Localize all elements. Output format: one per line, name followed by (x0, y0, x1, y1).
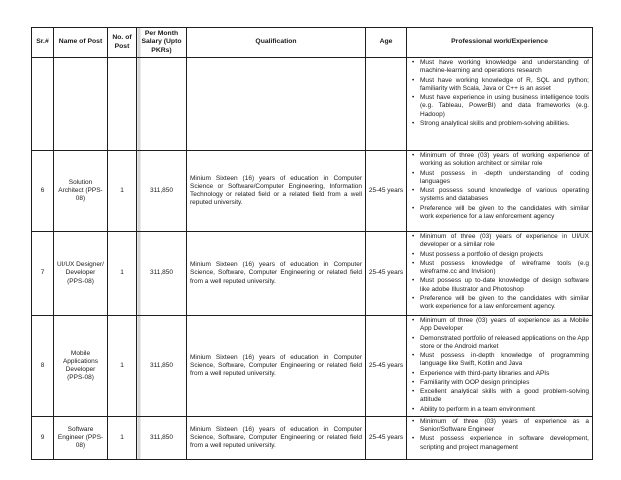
bullet-marker: • (412, 94, 415, 101)
bullet-item (410, 77, 589, 94)
bullet-item (410, 277, 589, 294)
header-name-of-post: Name of Post (54, 28, 108, 58)
bullet-item (410, 170, 589, 187)
bullet-text: Familiarity with OOP design principles (420, 378, 530, 386)
table-row (32, 151, 593, 232)
bullet-text: Minimum of three (03) years of experience as a Mobile App Developer (420, 317, 589, 333)
cell-age (366, 58, 407, 151)
bullet-text: Ability to perform in a team environment (420, 405, 535, 413)
bullet-marker: • (412, 76, 415, 84)
bullet-marker: • (412, 378, 415, 386)
bullet-marker: • (412, 369, 415, 377)
cell-name: Software Engineer (PPS-08) (54, 416, 108, 459)
bullet-item (410, 205, 589, 222)
bullet-item (410, 317, 589, 334)
cell-qualification: Minium Sixteen (16) years of education in Computer Science or Software/Computer Engineering, Information Technology or related field or a related field from a well reputed university. (187, 151, 366, 232)
bullet-marker: • (412, 317, 415, 324)
bullet-marker: • (412, 119, 415, 127)
header-experience: Professional work/Experience (407, 28, 593, 58)
cell-qualification: Minium Sixteen (16) years of education in Computer Science, Software, Computer Engineering or related field from a well reputed university. (187, 232, 366, 316)
table-row (32, 316, 593, 417)
bullet-item (410, 233, 589, 250)
bullet-text: Must have working knowledge and understanding of machine-learning and operations research (420, 59, 589, 75)
header-sr: Sr.# (32, 28, 54, 58)
bullet-text: Must possess experience in software development, scripting and project management (420, 435, 589, 451)
bullet-text: Must possess a portfolio of design projects (420, 250, 543, 258)
bullet-item (410, 379, 589, 387)
bullet-item (410, 435, 589, 452)
bullet-marker: • (412, 250, 415, 258)
table-row (32, 232, 593, 316)
bullet-item (410, 406, 589, 414)
bullet-text: Must possess in -depth understanding of coding languages (420, 169, 589, 185)
cell-age: 25-45 years (366, 416, 407, 459)
bullet-text: Minimum of three (03) years of experience in UI/UX developer or a similar role (420, 233, 589, 249)
bullet-item (410, 59, 589, 76)
bullet-marker: • (412, 259, 415, 267)
bullet-text: Preference will be given to the candidates with similar work experience for a law enforcement agency (420, 204, 589, 220)
header-no-of-post: No. of Post (108, 28, 137, 58)
bullet-text: Must have experience in using business intelligence tools (e.g. Tableau, PowerBI) and data frameworks (e.g. Hadoop) (420, 94, 589, 118)
cell-name (54, 58, 108, 151)
bullet-item (410, 94, 589, 119)
header-salary: Per Month Salary (Upto PKRs) (137, 28, 187, 58)
cell-sr (32, 58, 54, 151)
cell-salary: 311,850 (137, 316, 187, 417)
bullet-text: Strong analytical skills and problem-solving abilities. (420, 119, 570, 127)
cell-sr: 8 (32, 316, 54, 417)
bullet-marker: • (412, 405, 415, 413)
bullet-text: Minimum of three (03) years of experience as a Senior/Software Engineer (420, 417, 589, 433)
bullet-item (410, 335, 589, 352)
cell-salary: 311,850 (137, 151, 187, 232)
bullet-marker: • (412, 204, 415, 212)
cell-experience (407, 151, 593, 232)
bullet-item (410, 352, 589, 369)
bullet-marker: • (412, 59, 415, 66)
bullet-text: Experience with third-party libraries and APIs (420, 369, 550, 377)
bullet-text: Must possess knowledge of wireframe tools (e.g wireframe.cc and Invision) (420, 259, 589, 275)
cell-experience (407, 316, 593, 417)
cell-name: UI/UX Designer/ Developer (PPS-08) (54, 232, 108, 316)
bullet-marker: • (412, 169, 415, 177)
bullet-marker: • (412, 417, 415, 425)
cell-experience (407, 232, 593, 316)
bullet-marker: • (412, 352, 415, 359)
cell-name: Mobile Applications Developer (PPS-08) (54, 316, 108, 417)
bullet-item (410, 152, 589, 169)
bullet-item (410, 388, 589, 405)
table-row (32, 58, 593, 151)
bullet-text: Must possess sound knowledge of various operating systems and databases (420, 187, 589, 203)
bullet-marker: • (412, 294, 415, 302)
bullet-item (410, 370, 589, 378)
bullet-marker: • (412, 233, 415, 240)
header-age: Age (366, 28, 407, 58)
cell-posts: 1 (108, 316, 137, 417)
bullet-item (410, 120, 589, 128)
cell-sr: 9 (32, 416, 54, 459)
cell-salary: 311,850 (137, 232, 187, 316)
bullet-marker: • (412, 277, 415, 285)
bullet-text: Must have working knowledge of R, SQL and python; familiarity with Scala, Java or C++ is an asset (420, 76, 589, 92)
cell-age: 25-45 years (366, 316, 407, 417)
cell-sr: 7 (32, 232, 54, 316)
bullet-item (410, 260, 589, 277)
bullet-text: Minimum of three (03) years of working experience of working as solution architect or similar role (420, 152, 589, 168)
cell-qualification: Minium Sixteen (16) years of education in Computer Science, Software, Computer Engineering or related field from a well reputed university. (187, 316, 366, 417)
bullet-marker: • (412, 388, 415, 395)
bullet-text: Preference will be given to the candidates with similar work experience for a law enforcement agency. (420, 294, 589, 310)
cell-age: 25-45 years (366, 151, 407, 232)
header-qualification: Qualification (187, 28, 366, 58)
bullet-item (410, 418, 589, 435)
bullet-item (410, 251, 589, 259)
job-posts-table (31, 27, 593, 460)
cell-name: Solution Architect (PPS-08) (54, 151, 108, 232)
cell-posts (108, 58, 137, 151)
bullet-item (410, 187, 589, 204)
bullet-text: Must possess up to-date knowledge of design software like adobe Illustrator and Photoshop (420, 277, 589, 293)
cell-experience (407, 416, 593, 459)
bullet-marker: • (412, 152, 415, 159)
cell-sr: 6 (32, 151, 54, 232)
bullet-marker: • (412, 187, 415, 194)
bullet-marker: • (412, 435, 415, 443)
bullet-text: Excellent analytical skills with a good problem-solving attitude (420, 388, 589, 404)
bullet-marker: • (412, 334, 415, 342)
cell-posts: 1 (108, 151, 137, 232)
bullet-text: Must possess in-depth knowledge of programming language like Swift, Kotlin and Java (420, 352, 589, 368)
cell-posts: 1 (108, 416, 137, 459)
cell-qualification (187, 58, 366, 151)
bullet-item (410, 295, 589, 312)
cell-qualification: Minium Sixteen (16) years of education in Computer Science, Software, Computer Engineering or related field from a well reputed university. (187, 416, 366, 459)
cell-age: 25-45 years (366, 232, 407, 316)
table-row (32, 416, 593, 459)
table-header-row (32, 28, 593, 58)
cell-experience (407, 58, 593, 151)
cell-salary (137, 58, 187, 151)
cell-salary: 311,850 (137, 416, 187, 459)
bullet-text: Demonstrated portfolio of released applications on the App store or the Android market (420, 334, 589, 350)
cell-posts: 1 (108, 232, 137, 316)
